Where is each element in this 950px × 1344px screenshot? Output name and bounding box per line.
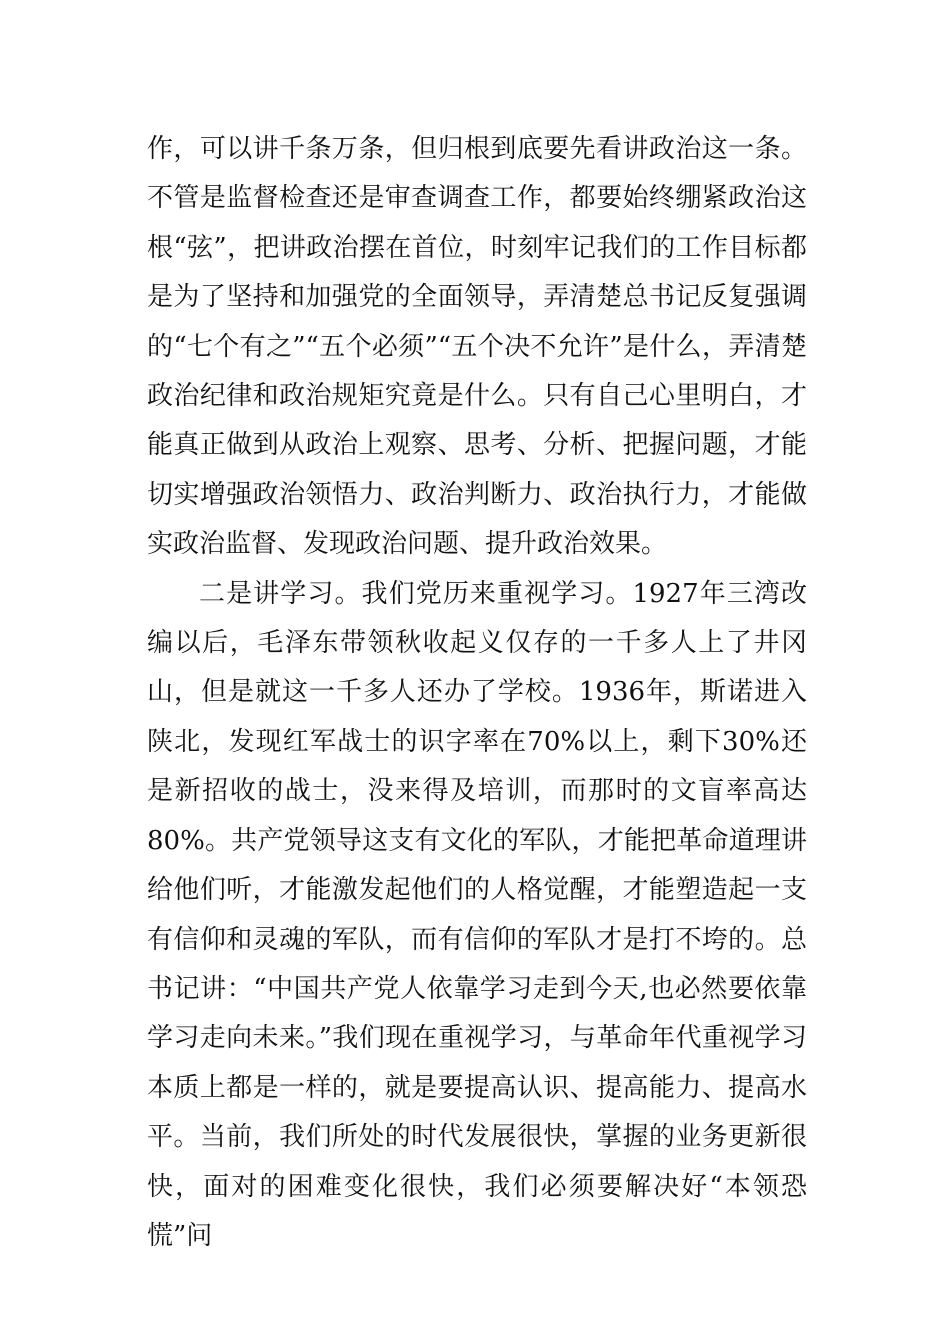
paragraph-study: 二是讲学习。我们党历来重视学习。1927年三湾改编以后，毛泽东带领秋收起义仅存的一千多人上了井冈山，但是就这一千多人还办了学校。1936年，斯诺进入陕北，发现红军战士的识字率在70%以上，剩下30%还是新招收的战士，没来得及培训，而那时的文盲率高达80%。共产党领导这支有文化的军队，才能把革命道理讲给他们听，才能激发起他们的人格觉醒，才能塑造起一支有信仰和灵魂的军队，而有信仰的军队才是打不垮的。总书记讲：“中国共产党人依靠学习走到今天,也必然要依靠学习走向未来。”我们现在重视学习，与革命年代重视学习本质上都是一样的，就是要提高认识、提高能力、提高水平。当前，我们所处的时代发展很快，掌握的业务更新很快，面对的困难变化很快，我们必须要解决好“本领恐慌”问 xyxy=(147,578,807,1251)
paragraph-political-discipline: 作，可以讲千条万条，但归根到底要先看讲政治这一条。不管是监督检查还是审查调查工作，都要始终绷紧政治这根“弦”，把讲政治摆在首位，时刻牢记我们的工作目标都是为了坚持和加强党的全面领导，弄清楚总书记反复强调的“七个有之”“五个必须”“五个决不允许”是什么，弄清楚政治纪律和政治规矩究竟是什么。只有自己心里明白，才能真正做到从政治上观察、思考、分析、把握问题，才能切实增强政治领悟力、政治判断力、政治执行力，才能做实政治监督、发现政治问题、提升政治效果。 xyxy=(147,134,807,560)
document-body xyxy=(147,125,807,1261)
